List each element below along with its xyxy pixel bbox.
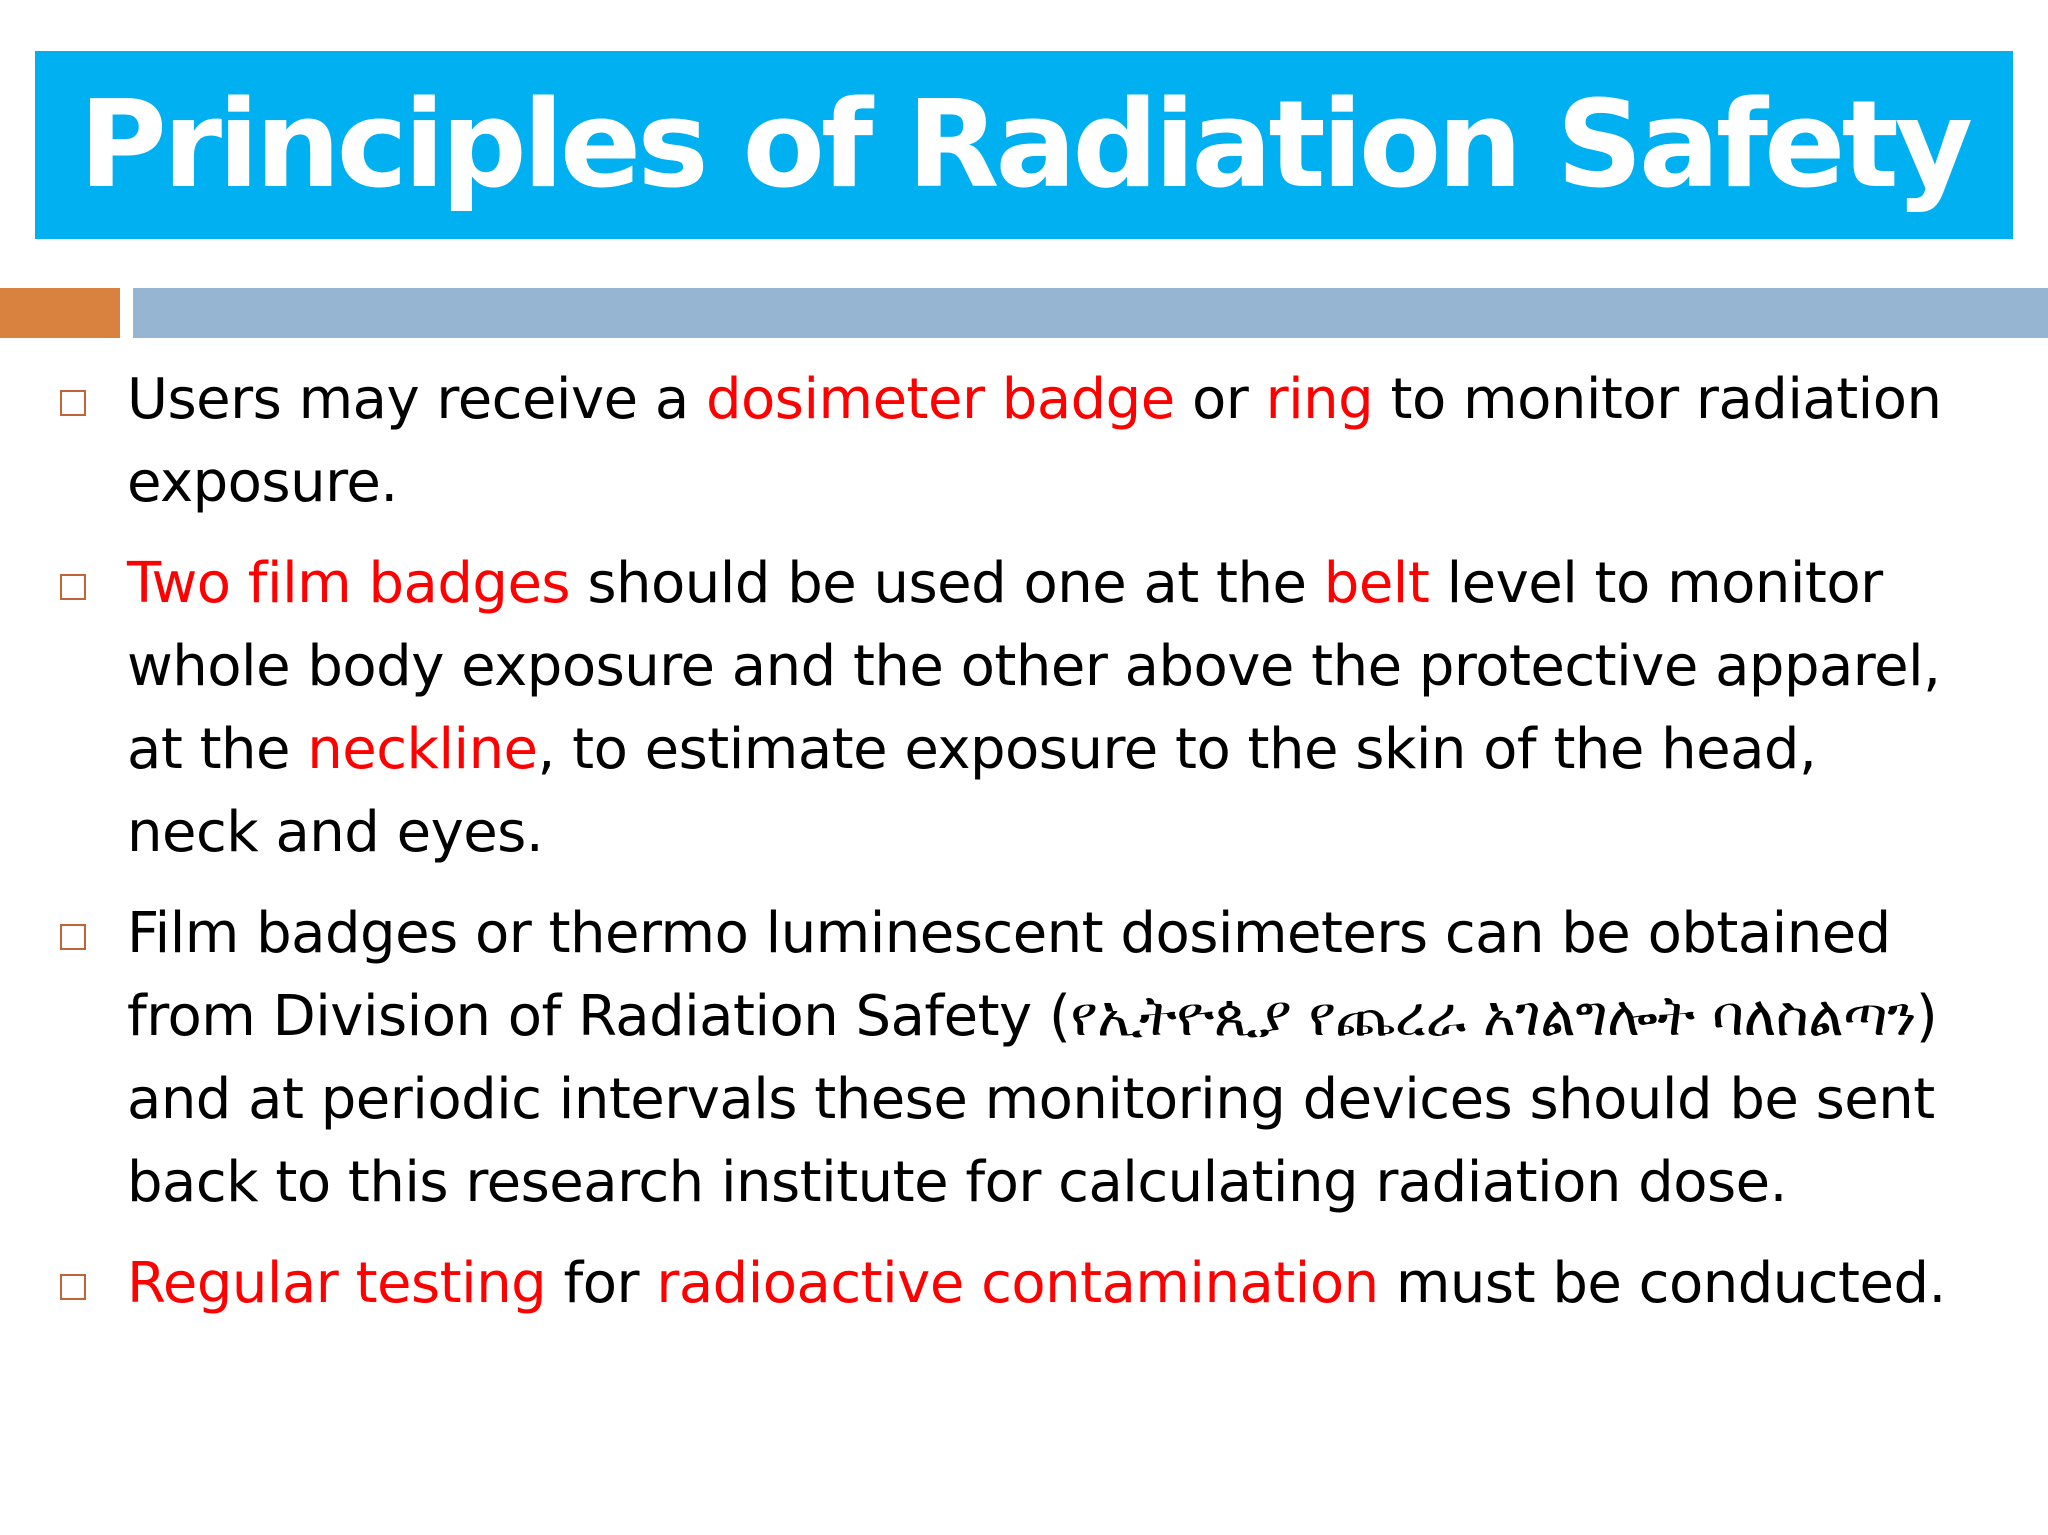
bullet-box-icon [60, 924, 86, 950]
highlight-text: radioactive contamination [656, 1251, 1379, 1316]
bullet-text: should be used one at the [570, 551, 1324, 616]
slide-title: Principles of Radiation Safety [78, 75, 1970, 215]
highlight-text: Regular testing [127, 1251, 547, 1316]
highlight-text: dosimeter badge [705, 367, 1175, 432]
highlight-text: Two film badges [127, 551, 571, 616]
bullet-text: or [1174, 367, 1266, 432]
bullet-text: for [546, 1251, 657, 1316]
bullet-text: to monitor radiation exposure. [127, 367, 1942, 515]
bullet-item-dosimeter [0, 358, 1957, 524]
bullet-item-thermo-dosimeters [0, 892, 1957, 1224]
bullet-list [0, 358, 2048, 1325]
highlight-text: neckline [307, 717, 538, 782]
bullet-item-film-badges [0, 542, 1957, 874]
title-bar [35, 51, 2013, 239]
accent-bar-blue [133, 288, 2048, 338]
bullet-text: ) and at periodic intervals these monitoring devices should be sent back to this research institute for calculating radiation dose. [127, 984, 1938, 1215]
bullet-box-icon [60, 574, 86, 600]
highlight-text: ring [1265, 367, 1374, 432]
highlight-text: belt [1323, 551, 1430, 616]
bullet-item-regular-testing [0, 1242, 1957, 1325]
bullet-text: must be conducted. [1378, 1251, 1946, 1316]
bullet-box-icon [60, 390, 86, 416]
bullet-text: Film badges or thermo luminescent dosimeters can be obtained from Division of Radiation Safety ( [127, 901, 1891, 1049]
amharic-authority-name: የኢትዮጲያ የጨረራ አገልግሎት ባለስልጣን [1070, 984, 1916, 1049]
bullet-text: Users may receive a [127, 367, 706, 432]
bullet-text: , to estimate exposure to the skin of the head, neck and eyes. [127, 717, 1817, 865]
accent-bar-orange [0, 288, 120, 338]
bullet-box-icon [60, 1274, 86, 1300]
bullet-text: level to monitor whole body exposure and the other above the protective apparel, at the [127, 551, 1941, 782]
